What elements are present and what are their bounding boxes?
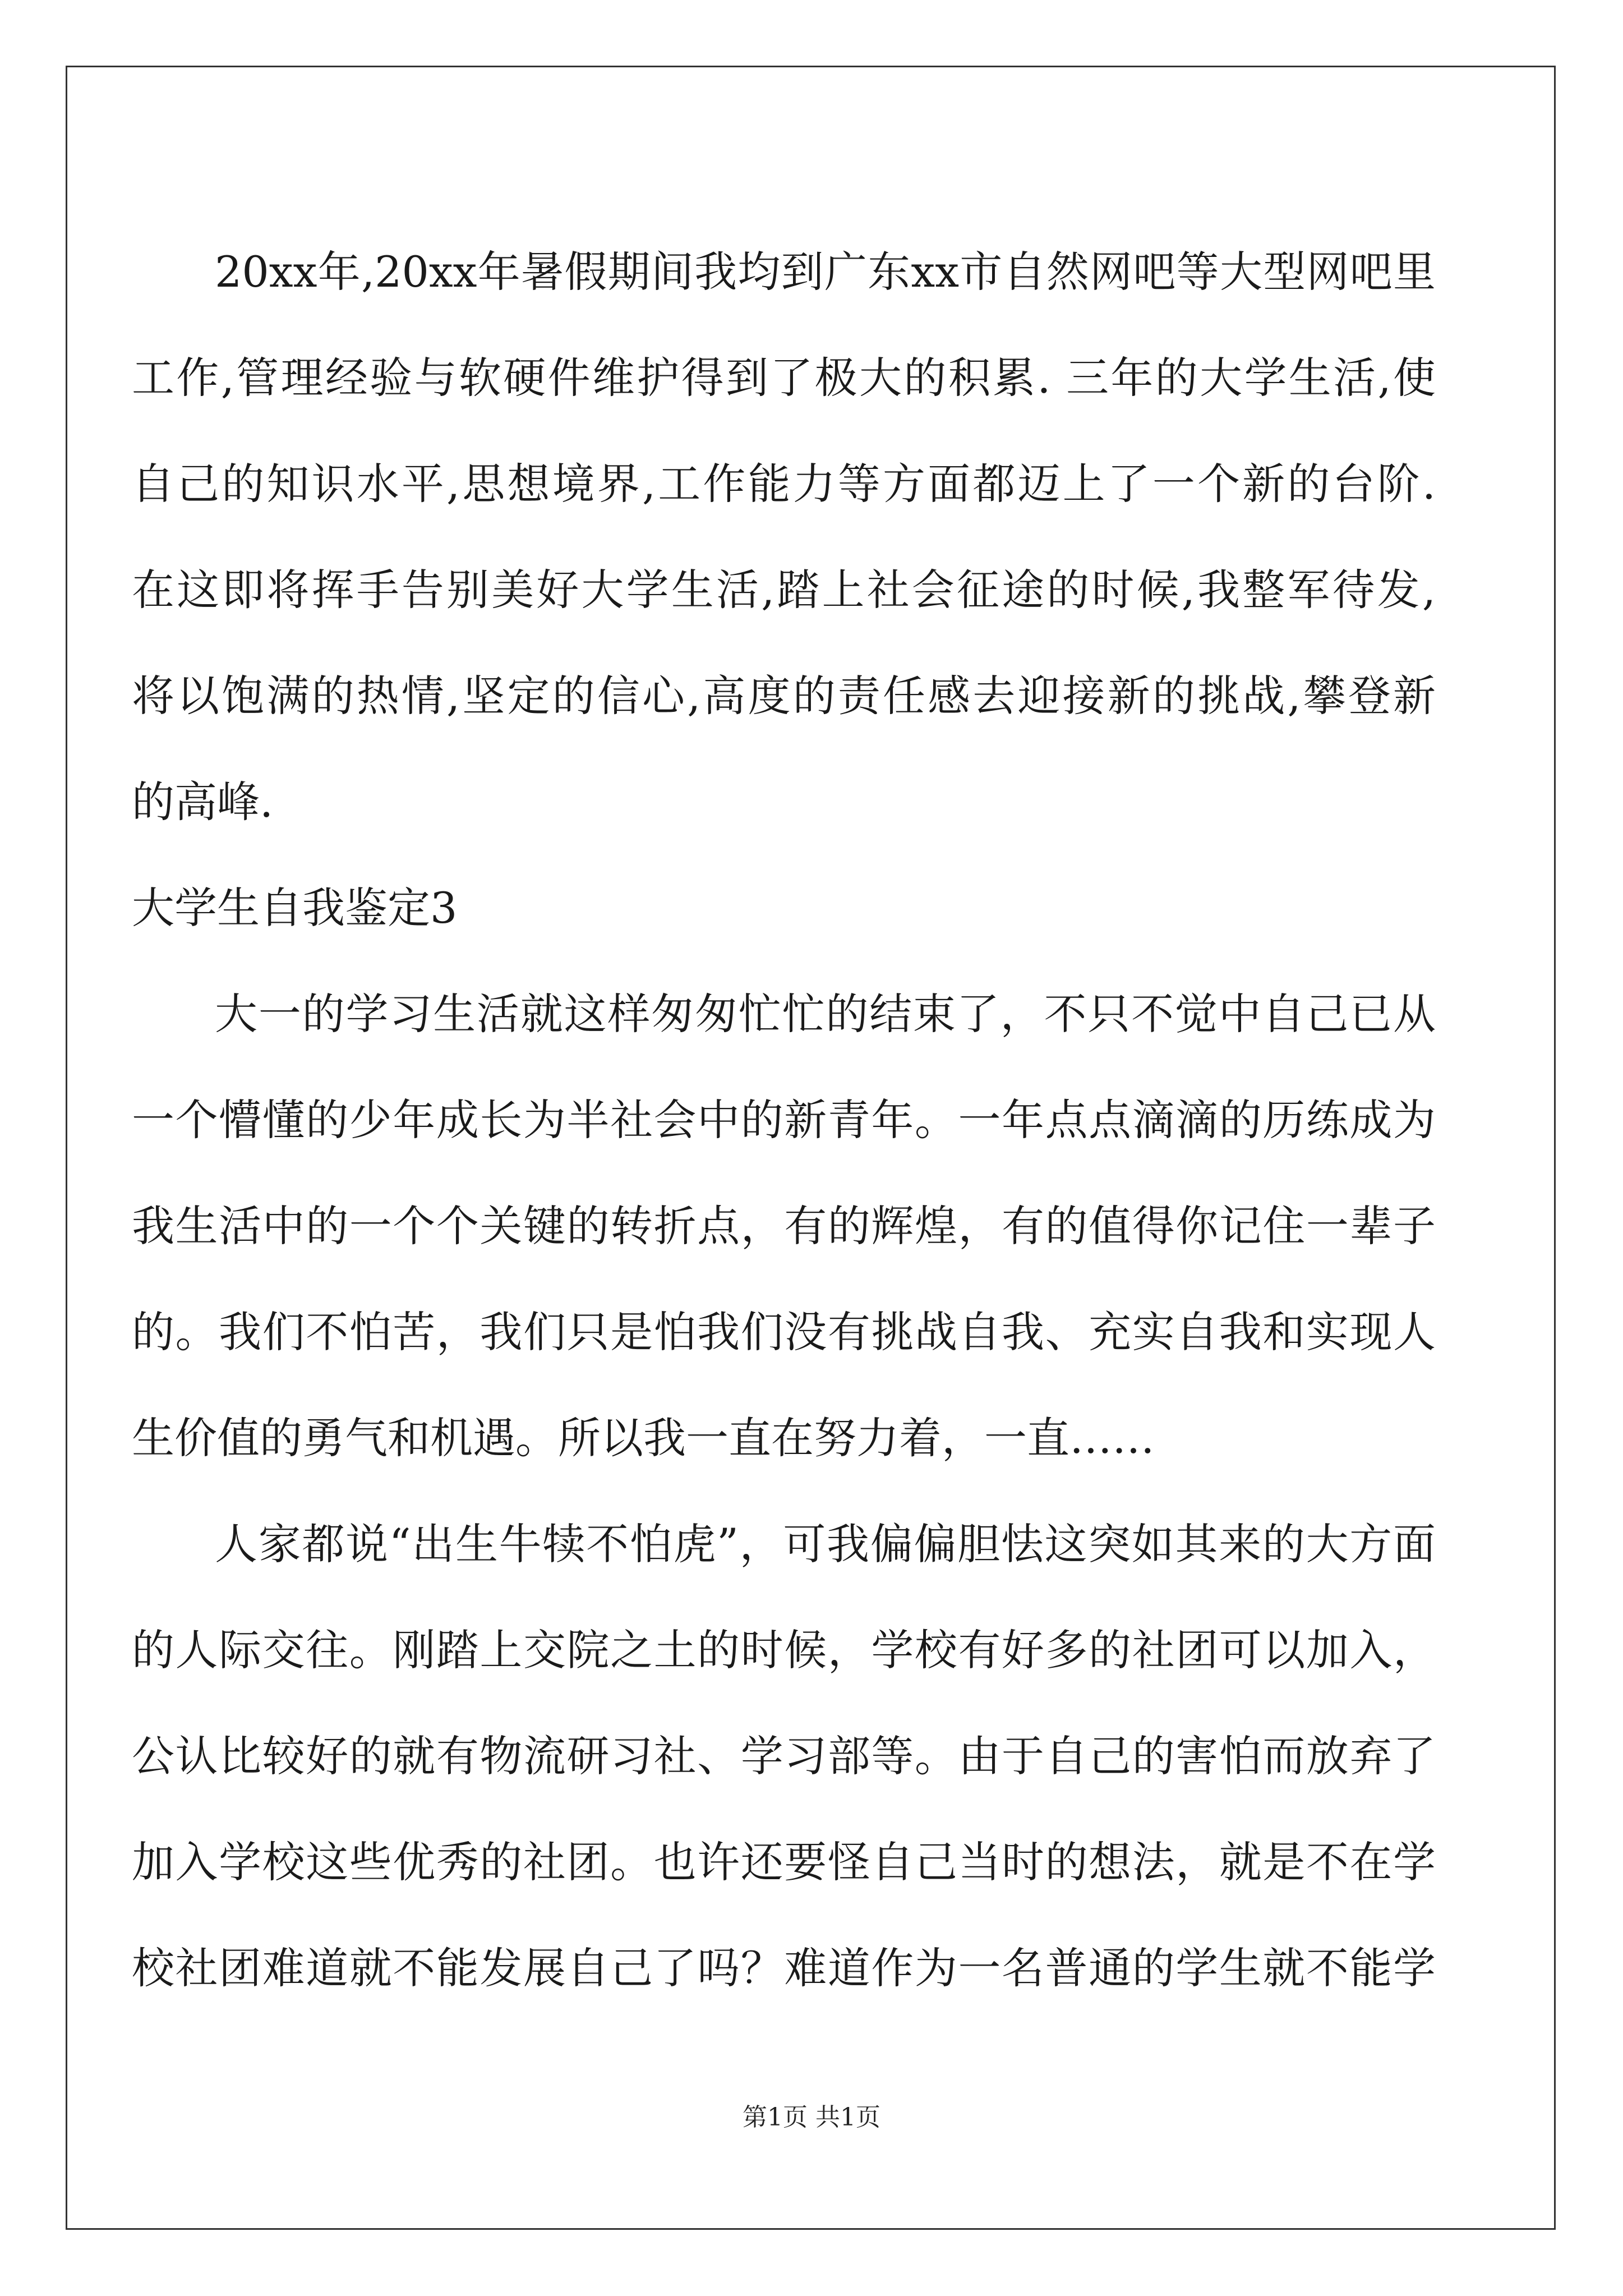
paragraph-line: 大一的学习生活就这样匆匆忙忙的结束了，不只不觉中自己已从 xyxy=(215,989,1436,1039)
paragraph-line: 校社团难道就不能发展自己了吗？难道作为一名普通的学生就不能学 xyxy=(132,1943,1436,1993)
paragraph-line: 公认比较好的就有物流研习社、学习部等。由于自己的害怕而放弃了 xyxy=(132,1731,1436,1781)
paragraph-line: 人家都说“出生牛犊不怕虎”，可我偏偏胆怯这突如其来的大方面 xyxy=(215,1519,1436,1569)
section-heading: 大学生自我鉴定3 xyxy=(132,883,458,933)
paragraph-line: 的人际交往。刚踏上交院之土的时候，学校有好多的社团可以加入， xyxy=(132,1625,1436,1675)
paragraph-line: 自己的知识水平,思想境界,工作能力等方面都迈上了一个新的台阶. xyxy=(132,459,1436,509)
paragraph-line: 一个懵懂的少年成长为半社会中的新青年。一年点点滴滴的历练成为 xyxy=(132,1095,1436,1145)
paragraph-line: 在这即将挥手告别美好大学生活,踏上社会征途的时候,我整军待发, xyxy=(132,565,1436,615)
paragraph-line: 我生活中的一个个关键的转折点，有的辉煌，有的值得你记住一辈子 xyxy=(132,1201,1436,1251)
paragraph-line: 加入学校这些优秀的社团。也许还要怪自己当时的想法，就是不在学 xyxy=(132,1837,1436,1887)
paragraph-line: 将以饱满的热情,坚定的信心,高度的责任感去迎接新的挑战,攀登新 xyxy=(132,671,1436,721)
paragraph-line: 生价值的勇气和机遇。所以我一直在努力着，一直…… xyxy=(132,1413,1155,1463)
paragraph-line: 工作,管理经验与软硬件维护得到了极大的积累. 三年的大学生活,使 xyxy=(132,353,1436,403)
paragraph-line: 的高峰. xyxy=(132,777,274,827)
document-body xyxy=(132,219,1436,2021)
paragraph-line: 的。我们不怕苦，我们只是怕我们没有挑战自我、充实自我和实现人 xyxy=(132,1307,1436,1357)
page-number-footer: 第1页 共1页 xyxy=(743,2103,880,2132)
paragraph-line: 20xx年,20xx年暑假期间我均到广东xx市自然网吧等大型网吧里 xyxy=(215,247,1436,297)
